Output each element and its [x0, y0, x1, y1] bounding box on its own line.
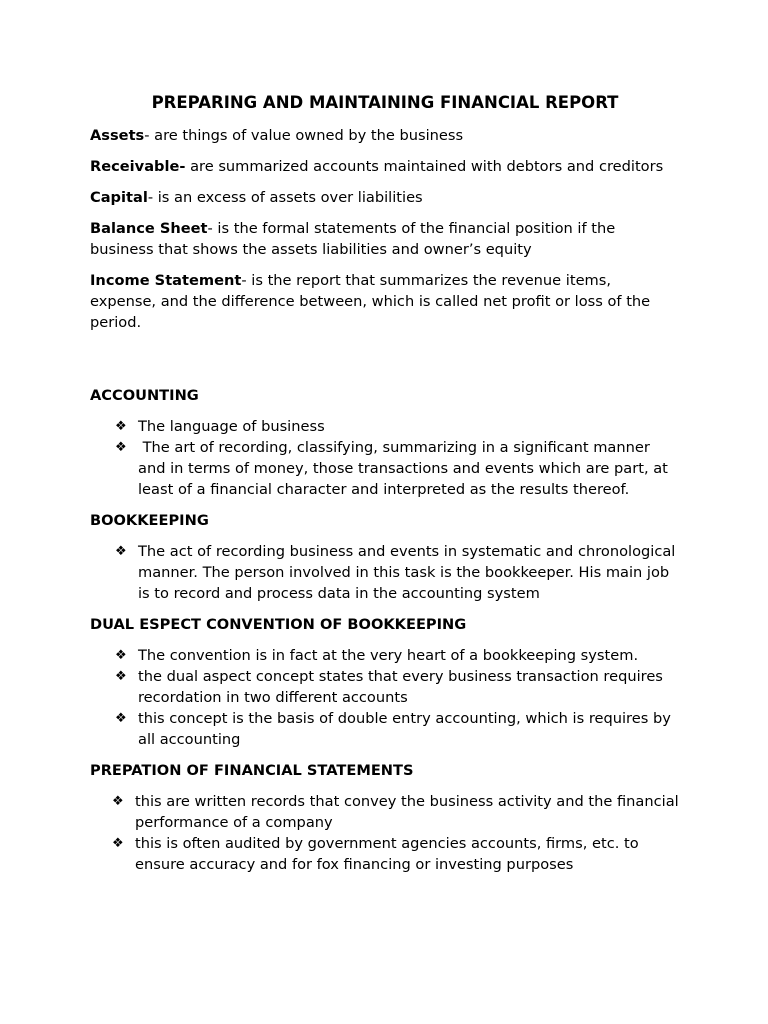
document-page	[90, 92, 680, 885]
list-item	[90, 541, 680, 604]
definition-text: - is the formal statements of the financial position if the business that shows the assets liabilities and owner’s equity	[90, 220, 616, 258]
list-item-text: the dual aspect concept states that every business transaction requires recordation in two different accounts	[138, 668, 663, 706]
definition-term: Balance Sheet	[90, 220, 208, 237]
list-item-text: this is often audited by government agencies accounts, firms, etc. to ensure accuracy and for fox financing or investing purposes	[135, 835, 639, 873]
bullet-list-bookkeeping	[90, 541, 680, 604]
definition-capital	[90, 187, 680, 208]
diamond-bullet-icon: ❖	[115, 440, 127, 455]
list-item	[90, 708, 680, 750]
definition-term: Assets	[90, 127, 145, 144]
section-heading-bookkeeping: BOOKKEEPING	[90, 512, 209, 529]
section-heading-dual-aspect: DUAL ESPECT CONVENTION OF BOOKKEEPING	[90, 616, 467, 633]
section-heading-accounting: ACCOUNTING	[90, 387, 199, 404]
definition-term: Income Statement	[90, 272, 242, 289]
definition-term: Receivable-	[90, 158, 186, 175]
definition-text: - are things of value owned by the business	[144, 127, 464, 144]
list-item-text: this concept is the basis of double entry accounting, which is requires by all accounting	[138, 710, 671, 748]
list-item	[90, 416, 680, 437]
definition-income-statement	[90, 270, 680, 333]
diamond-bullet-icon: ❖	[112, 836, 124, 851]
section-heading-financial-statements: PREPATION OF FINANCIAL STATEMENTS	[90, 762, 414, 779]
list-item	[90, 791, 680, 833]
diamond-bullet-icon: ❖	[115, 419, 127, 434]
diamond-bullet-icon: ❖	[115, 669, 127, 684]
list-item-text: The convention is in fact at the very heart of a bookkeeping system.	[138, 647, 639, 664]
list-item-text: The act of recording business and events in systematic and chronological manner. The person involved in this task is the bookkeeper. His main job is to record and process data in the accounting system	[138, 543, 676, 602]
diamond-bullet-icon: ❖	[115, 648, 127, 663]
diamond-bullet-icon: ❖	[115, 711, 127, 726]
list-item-text: The language of business	[138, 418, 325, 435]
definition-text: are summarized accounts maintained with debtors and creditors	[185, 158, 664, 175]
list-item	[90, 666, 680, 708]
diamond-bullet-icon: ❖	[112, 794, 124, 809]
list-item	[90, 437, 680, 500]
list-item	[90, 833, 680, 875]
list-item	[90, 645, 680, 666]
blank-space	[90, 343, 680, 385]
list-item-text: this are written records that convey the business activity and the financial performance of a company	[135, 793, 679, 831]
bullet-list-accounting	[90, 416, 680, 500]
bullet-list-financial-statements	[90, 791, 680, 875]
document-title: PREPARING AND MAINTAINING FINANCIAL REPORT	[151, 93, 619, 112]
definition-text: - is the report that summarizes the revenue items, expense, and the difference between, which is called net profit or loss of the period.	[90, 272, 651, 331]
bullet-list-dual-aspect	[90, 645, 680, 750]
definition-assets	[90, 125, 680, 146]
list-item-text: The art of recording, classifying, summarizing in a significant manner and in terms of money, those transactions and events which are part, at least of a financial character and interpreted as the results thereof.	[138, 439, 673, 498]
definition-term: Capital	[90, 189, 148, 206]
definition-text: - is an excess of assets over liabilities	[147, 189, 423, 206]
diamond-bullet-icon: ❖	[115, 544, 127, 559]
definition-receivable	[90, 156, 680, 177]
definition-balance-sheet	[90, 218, 680, 260]
